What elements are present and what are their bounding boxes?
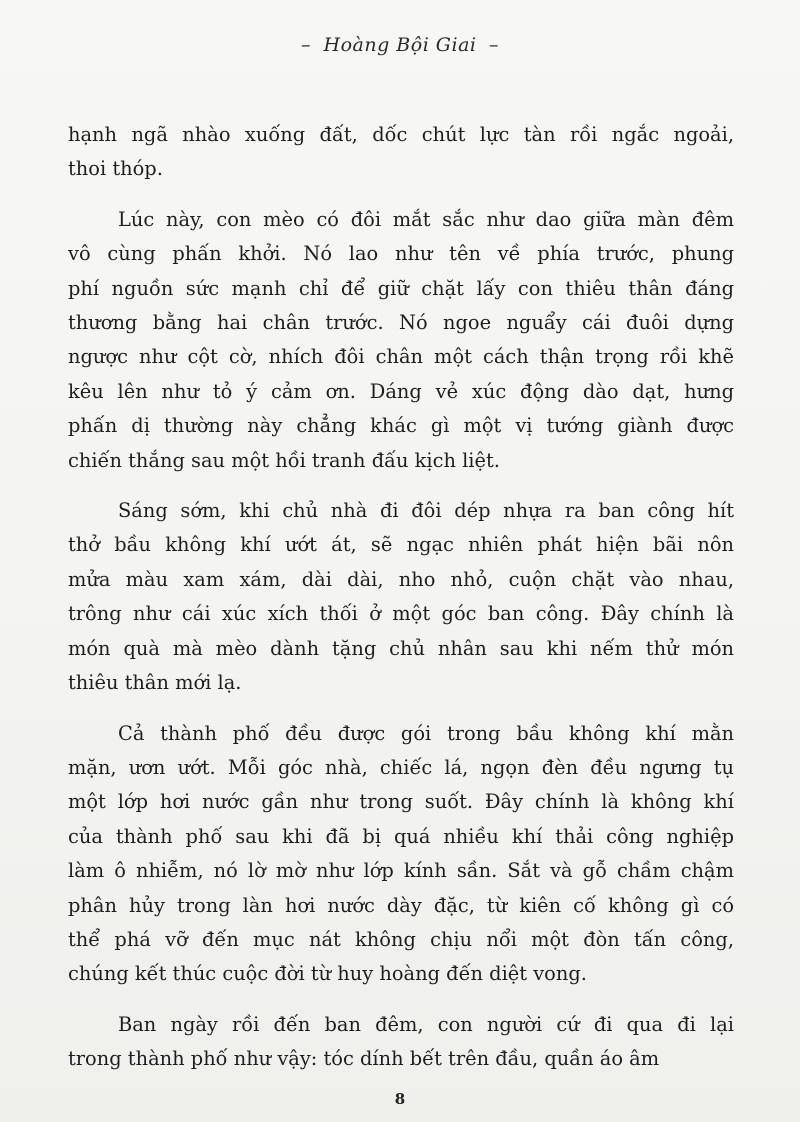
text-line: phí nguồn sức mạnh chỉ để giữ chặt lấy con thiêu thân đáng	[68, 276, 734, 300]
text-line: ngược như cột cờ, nhích đôi chân một cách thận trọng rồi khẽ	[68, 345, 734, 369]
text-line: trông như cái xúc xích thối ở một góc ban công. Đây chính là	[68, 602, 734, 626]
paragraph	[68, 118, 734, 187]
running-header	[0, 34, 800, 56]
text-line: hạnh ngã nhào xuống đất, dốc chút lực tàn rồi ngắc ngoải,	[68, 123, 734, 146]
text-line: thể phá vỡ đến mục nát không chịu nổi một đòn tấn công,	[68, 927, 734, 951]
text-line: Sáng sớm, khi chủ nhà đi đôi dép nhựa ra ban công hít	[118, 499, 734, 523]
text-line: chiến thắng sau một hồi tranh đấu kịch liệt.	[68, 448, 500, 472]
text-line: thoi thóp.	[68, 157, 163, 181]
text-line: phấn dị thường này chẳng khác gì một vị tướng giành được	[68, 414, 734, 438]
paragraph	[68, 203, 734, 478]
header-dash-left: –	[300, 34, 311, 56]
text-line: kêu lên như tỏ ý cảm ơn. Dáng vẻ xúc động dào dạt, hưng	[68, 379, 734, 403]
paragraph	[68, 494, 734, 700]
text-line: thương bằng hai chân trước. Nó ngoe nguẩy cái đuôi dựng	[68, 311, 734, 335]
body-text	[68, 118, 734, 1093]
text-line: mửa màu xam xám, dài dài, nho nhỏ, cuộn chặt vào nhau,	[68, 567, 734, 591]
text-line: trong thành phố như vậy: tóc dính bết trên đầu, quần áo âm	[68, 1047, 660, 1071]
text-line: Ban ngày rồi đến ban đêm, con người cứ đi qua đi lại	[118, 1012, 734, 1036]
text-line: Lúc này, con mèo có đôi mắt sắc như dao giữa màn đêm	[118, 207, 734, 231]
text-line: thiêu thân mới lạ.	[68, 671, 242, 695]
text-line: phân hủy trong làn hơi nước dày đặc, từ kiên cố không gì có	[68, 893, 734, 917]
paragraph	[68, 1008, 734, 1077]
text-line: một lớp hơi nước gần như trong suốt. Đây chính là không khí	[68, 790, 734, 814]
text-line: mặn, ươn ướt. Mỗi góc nhà, chiếc lá, ngọn đèn đều ngưng tụ	[68, 755, 734, 779]
header-dash-right: –	[489, 34, 500, 56]
header-author-title: Hoàng Bội Giai	[323, 34, 477, 56]
text-line: chúng kết thúc cuộc đời từ huy hoàng đến diệt vong.	[68, 962, 587, 986]
text-line: vô cùng phấn khởi. Nó lao như tên về phía trước, phung	[68, 242, 734, 266]
text-line: Cả thành phố đều được gói trong bầu không khí mằn	[118, 721, 734, 745]
text-line: thở bầu không khí ướt át, sẽ ngạc nhiên phát hiện bãi nôn	[68, 533, 734, 557]
paragraph	[68, 717, 734, 992]
text-line: của thành phố sau khi đã bị quá nhiều khí thải công nghiệp	[68, 824, 734, 848]
page-number: 8	[394, 1090, 406, 1108]
text-line: làm ô nhiễm, nó lờ mờ như lớp kính sần. Sắt và gỗ chầm chậm	[68, 859, 734, 883]
text-line: món quà mà mèo dành tặng chủ nhân sau khi nếm thử món	[68, 636, 734, 660]
